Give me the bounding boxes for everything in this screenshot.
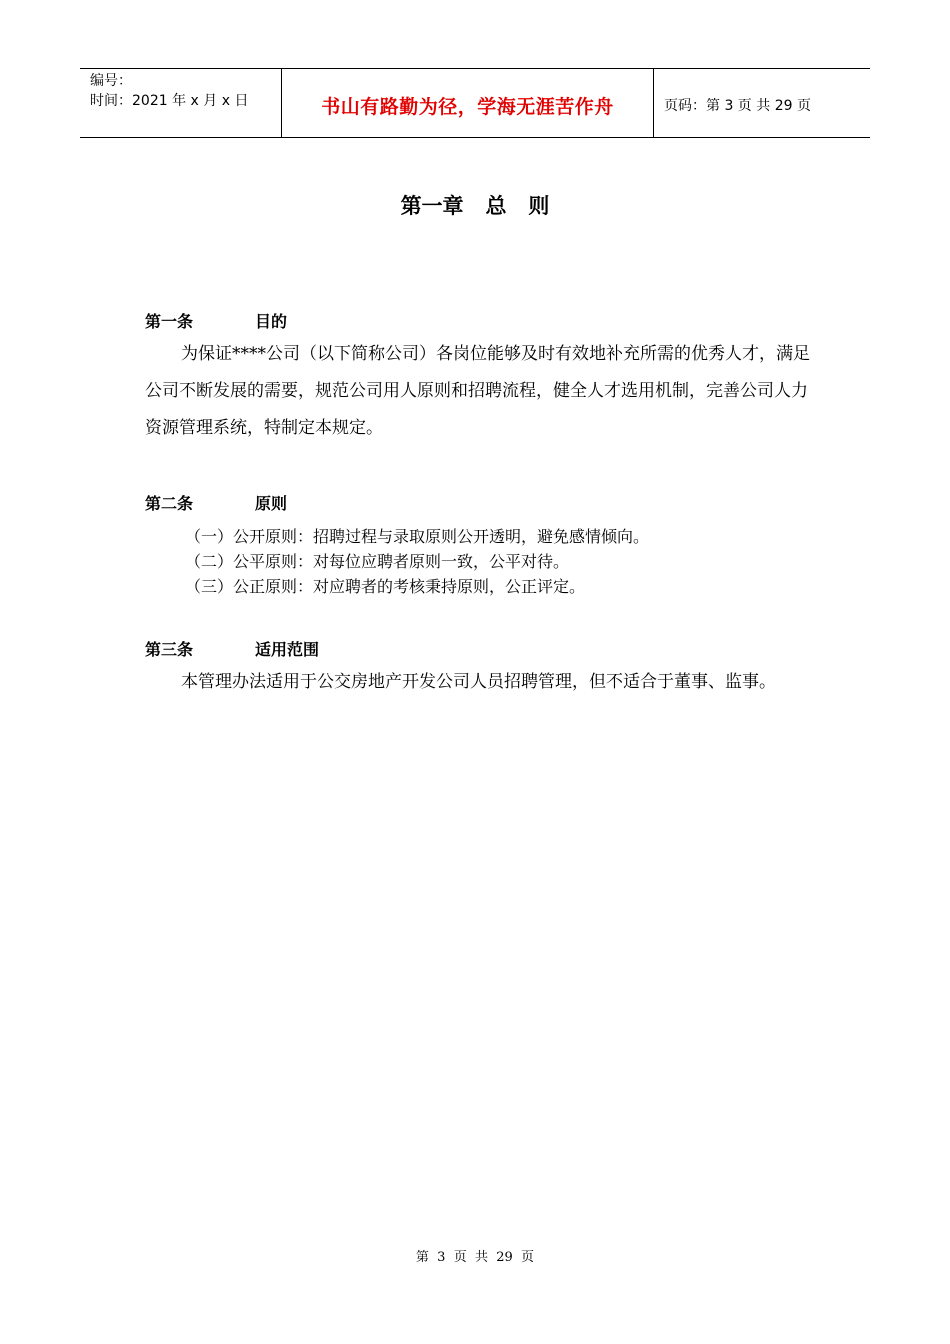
article-number: 第一条 [145, 312, 194, 331]
article-number: 第二条 [145, 494, 194, 513]
article-heading [145, 637, 319, 660]
header-date: 时间：2021 年 x 月 x 日 [90, 93, 249, 109]
article-body: 为保证****公司（以下简称公司）各岗位能够及时有效地补充所需的优秀人才，满足公司不断发展的需要，规范公司用人原则和招聘流程，健全人才选用机制，完善公司人力资源管理系统，特制定本规定。 [145, 344, 810, 438]
page-footer: 第 3 页 共 29 页 [415, 1250, 535, 1265]
article-number: 第三条 [145, 640, 194, 659]
header-number-label: 编号： [90, 73, 132, 89]
header-motto: 书山有路勤为径，学海无涯苦作舟 [282, 69, 654, 137]
principles-list [185, 524, 649, 599]
header-page-info: 页码：第 3 页 共 29 页 [664, 98, 811, 114]
article-body: 本管理办法适用于公交房地产开发公司人员招聘管理，但不适合于董事、监事。 [181, 672, 776, 692]
article-title: 原则 [255, 494, 288, 513]
list-item: （二）公平原则：对每位应聘者原则一致，公平对待。 [185, 552, 570, 571]
list-item: （三）公正原则：对应聘者的考核秉持原则，公正评定。 [185, 577, 586, 596]
article-heading [145, 491, 287, 514]
list-item: （一）公开原则：招聘过程与录取原则公开透明，避免感情倾向。 [185, 527, 650, 546]
article-title: 目的 [255, 312, 288, 331]
article-title: 适用范围 [255, 640, 320, 659]
header-meta [80, 69, 282, 137]
chapter-title: 第一章 总 则 [400, 194, 550, 218]
article-heading [145, 309, 287, 332]
page-header [80, 68, 870, 138]
